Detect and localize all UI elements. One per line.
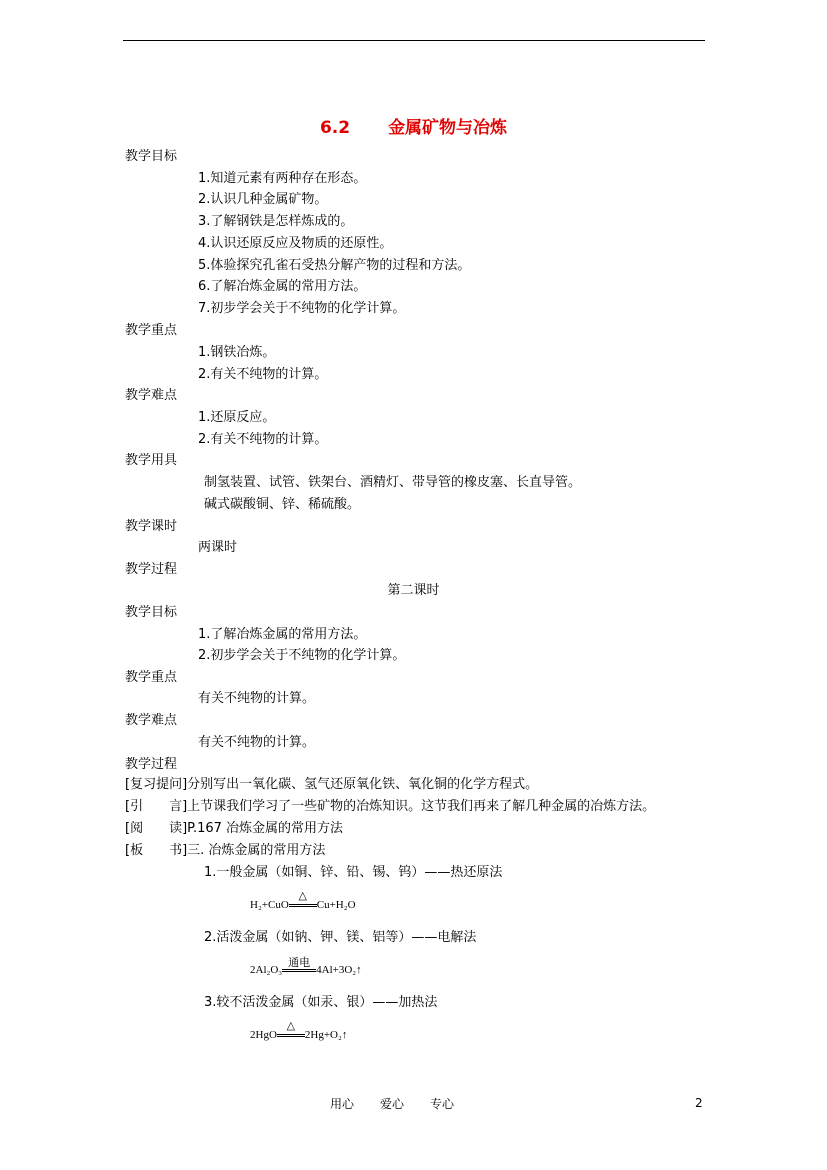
difficult-heading: 教学难点 bbox=[125, 388, 178, 403]
lesson2-key-heading: 教学重点 bbox=[125, 670, 178, 685]
goal-item: 3.了解钢铁是怎样炼成的。 bbox=[198, 214, 354, 229]
footer-word: 专心 bbox=[430, 1097, 455, 1111]
page-number: 2 bbox=[695, 1096, 703, 1110]
lesson2-process-heading: 教学过程 bbox=[125, 757, 178, 772]
step-board: [板 书]三. 冶炼金属的常用方法 bbox=[125, 843, 326, 858]
equation-left: H₂+CuO bbox=[250, 899, 289, 911]
equation-operator bbox=[282, 956, 316, 973]
method-item: 1.一般金属（如铜、锌、铅、锡、钨）——热还原法 bbox=[204, 865, 503, 880]
title-text: 金属矿物与冶炼 bbox=[388, 118, 508, 138]
goal-item: 7.初步学会关于不纯物的化学计算。 bbox=[198, 301, 406, 316]
step-read: [阅 读]P.167 冶炼金属的常用方法 bbox=[125, 821, 344, 836]
hours-value: 两课时 bbox=[198, 540, 238, 555]
equation-operator bbox=[289, 889, 317, 908]
difficult-item: 1.还原反应。 bbox=[198, 410, 276, 425]
equation-condition: 通电 bbox=[288, 956, 311, 969]
method-item: 3.较不活泼金属（如汞、银）——加热法 bbox=[204, 995, 438, 1010]
equation-left: 2Al₂O₃ bbox=[250, 964, 283, 976]
goal-item: 5.体验探究孔雀石受热分解产物的过程和方法。 bbox=[198, 258, 471, 273]
equation-3 bbox=[250, 1019, 348, 1041]
equation-condition: △ bbox=[286, 1019, 296, 1032]
key-item: 2.有关不纯物的计算。 bbox=[198, 367, 328, 382]
lesson2-key-item: 有关不纯物的计算。 bbox=[198, 691, 316, 706]
equation-operator bbox=[277, 1019, 305, 1038]
hours-heading: 教学课时 bbox=[125, 519, 178, 534]
equation-left: 2HgO bbox=[250, 1029, 277, 1041]
lesson2-goal-item: 2.初步学会关于不纯物的化学计算。 bbox=[198, 648, 406, 663]
key-item: 1.钢铁冶炼。 bbox=[198, 345, 276, 360]
footer-words bbox=[330, 1095, 480, 1112]
equation-right: 4Al+3O₂↑ bbox=[316, 964, 362, 976]
lesson2-difficult-item: 有关不纯物的计算。 bbox=[198, 735, 316, 750]
key-heading: 教学重点 bbox=[125, 323, 178, 338]
tools-item: 碱式碳酸铜、锌、稀硫酸。 bbox=[204, 497, 361, 512]
process-heading: 教学过程 bbox=[125, 562, 178, 577]
tools-item: 制氢装置、试管、铁架台、酒精灯、带导管的橡皮塞、长直导管。 bbox=[204, 475, 582, 490]
equation-1 bbox=[250, 889, 356, 911]
goal-item: 4.认识还原反应及物质的还原性。 bbox=[198, 236, 393, 251]
goal-item: 6.了解冶炼金属的常用方法。 bbox=[198, 279, 367, 294]
lesson2-goal-item: 1.了解冶炼金属的常用方法。 bbox=[198, 627, 367, 642]
page-title bbox=[0, 113, 827, 138]
lesson2-difficult-heading: 教学难点 bbox=[125, 713, 178, 728]
footer-word: 爱心 bbox=[380, 1097, 405, 1111]
footer-word: 用心 bbox=[330, 1097, 355, 1111]
goal-item: 1.知道元素有两种存在形态。 bbox=[198, 171, 367, 186]
lesson2-title: 第二课时 bbox=[387, 583, 440, 598]
difficult-item: 2.有关不纯物的计算。 bbox=[198, 432, 328, 447]
equation-2 bbox=[250, 956, 362, 976]
step-review: [复习提问]分别写出一氧化碳、氢气还原氧化铁、氧化铜的化学方程式。 bbox=[125, 777, 539, 792]
lesson2-goals-heading: 教学目标 bbox=[125, 605, 178, 620]
title-number: 6.2 bbox=[319, 118, 351, 138]
equation-right: Cu+H₂O bbox=[316, 899, 356, 911]
method-item: 2.活泼金属（如钠、钾、镁、铝等）——电解法 bbox=[204, 930, 477, 945]
header-rule bbox=[123, 40, 705, 41]
step-intro: [引 言]上节课我们学习了一些矿物的冶炼知识。这节我们再来了解几种金属的冶炼方法。 bbox=[125, 799, 656, 814]
tools-heading: 教学用具 bbox=[125, 453, 178, 468]
goal-item: 2.认识几种金属矿物。 bbox=[198, 192, 328, 207]
goals-heading: 教学目标 bbox=[125, 149, 178, 164]
equation-condition: △ bbox=[298, 889, 307, 902]
equation-right: 2Hg+O₂↑ bbox=[304, 1029, 348, 1041]
